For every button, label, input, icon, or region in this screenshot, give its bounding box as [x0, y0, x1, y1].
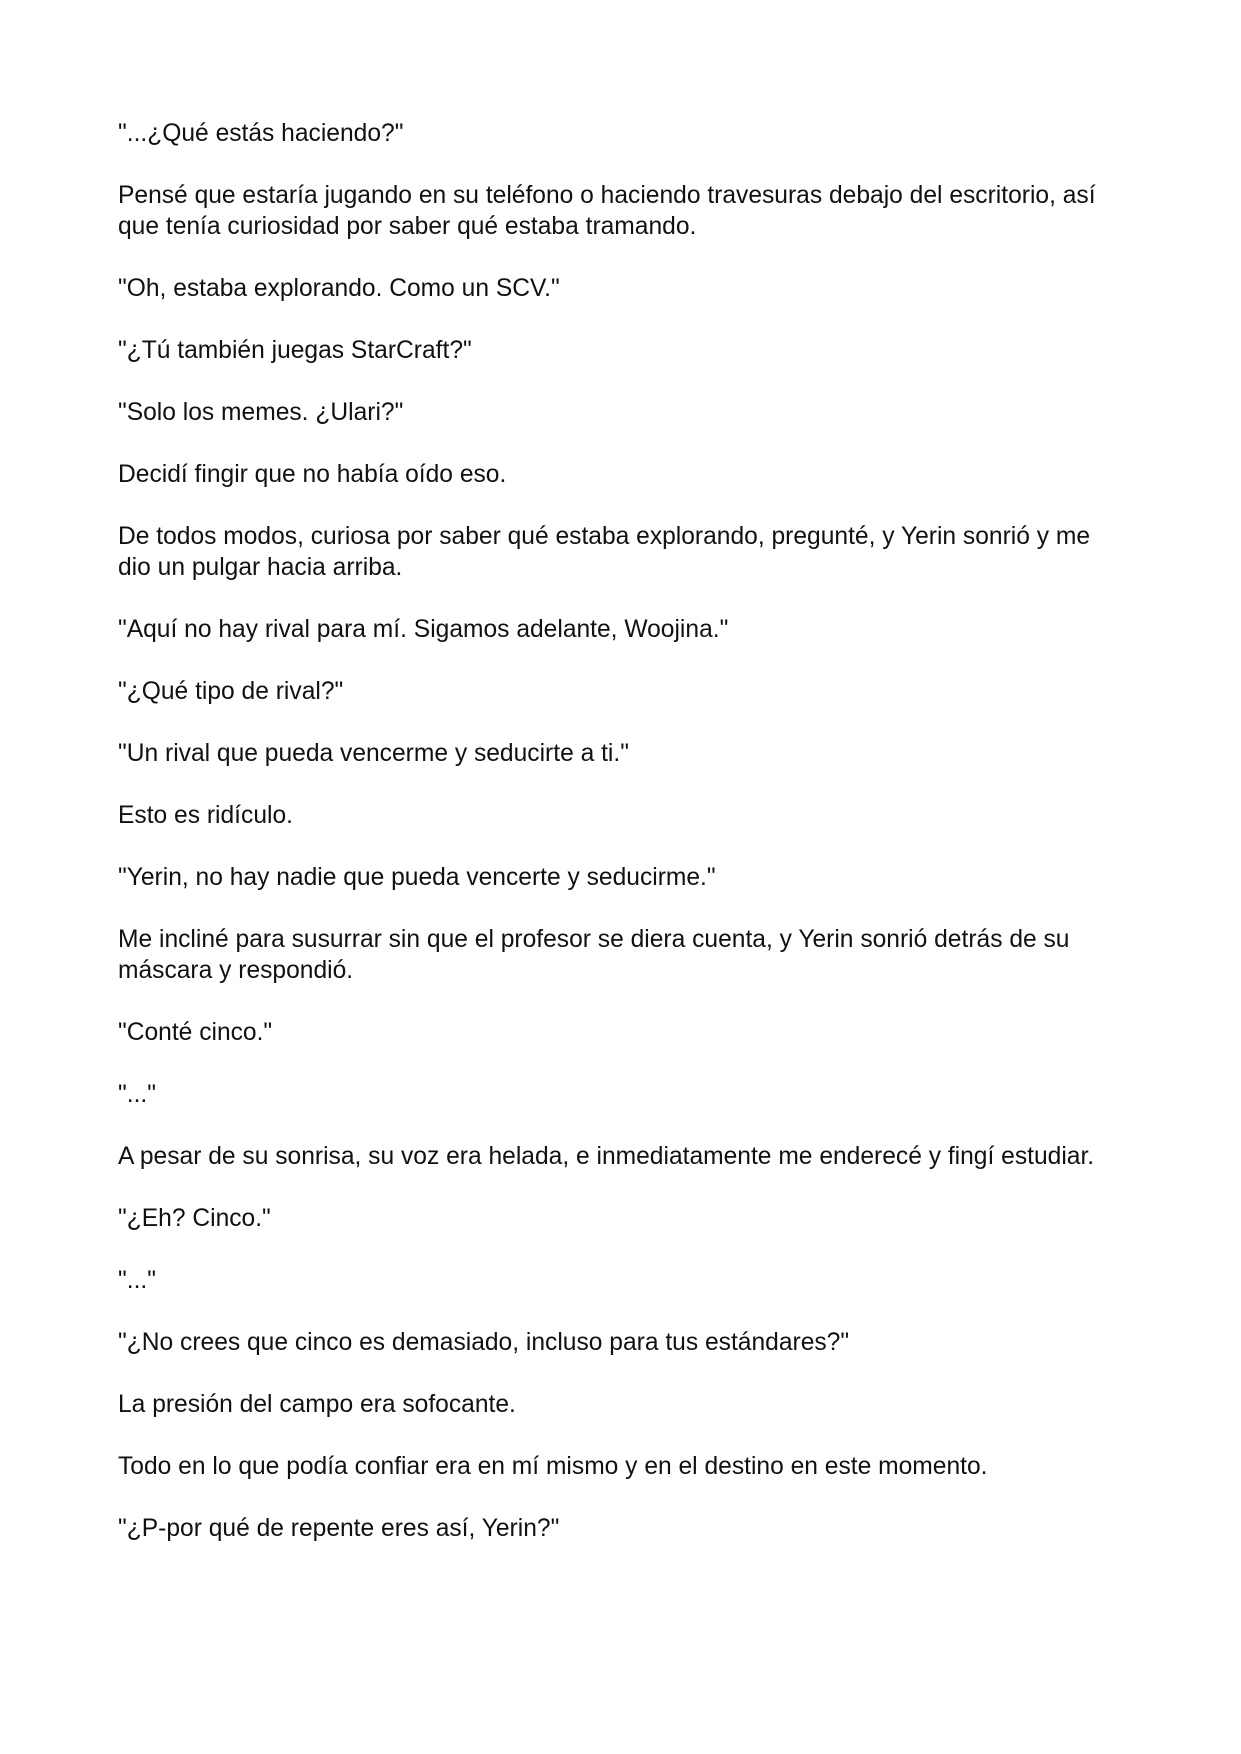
- paragraph: "...": [118, 1267, 156, 1294]
- paragraph: "Oh, estaba explorando. Como un SCV.": [118, 275, 560, 302]
- paragraph: "...": [118, 1081, 156, 1108]
- paragraph: "...¿Qué estás haciendo?": [118, 120, 404, 147]
- paragraph: "Aquí no hay rival para mí. Sigamos adelante, Woojina.": [118, 616, 729, 643]
- paragraph: "Solo los memes. ¿Ulari?": [118, 399, 404, 426]
- paragraph: "Conté cinco.": [118, 1019, 273, 1046]
- document-body: [118, 118, 1128, 1575]
- paragraph: Todo en lo que podía confiar era en mí mismo y en el destino en este momento.: [118, 1453, 988, 1480]
- paragraph: "Yerin, no hay nadie que pueda vencerte y seducirme.": [118, 864, 716, 891]
- paragraph: A pesar de su sonrisa, su voz era helada, e inmediatamente me enderecé y fingí estudiar.: [118, 1143, 1095, 1170]
- paragraph: De todos modos, curiosa por saber qué estaba explorando, pregunté, y Yerin sonrió y me dio un pulgar hacia arriba.: [118, 523, 1091, 581]
- paragraph: Decidí fingir que no había oído eso.: [118, 461, 507, 488]
- paragraph: "¿P-por qué de repente eres así, Yerin?": [118, 1515, 560, 1542]
- paragraph: "¿Qué tipo de rival?": [118, 678, 344, 705]
- paragraph: "¿Tú también juegas StarCraft?": [118, 337, 472, 364]
- paragraph: Esto es ridículo.: [118, 802, 293, 829]
- paragraph: Pensé que estaría jugando en su teléfono o haciendo travesuras debajo del escritorio, así que tenía curiosidad por saber qué estaba tramando.: [118, 182, 1096, 240]
- paragraph: "Un rival que pueda vencerme y seducirte a ti.": [118, 740, 629, 767]
- paragraph: Me incliné para susurrar sin que el profesor se diera cuenta, y Yerin sonrió detrás de su máscara y respondió.: [118, 926, 1070, 984]
- paragraph: "¿Eh? Cinco.": [118, 1205, 271, 1232]
- paragraph: La presión del campo era sofocante.: [118, 1391, 516, 1418]
- paragraph: "¿No crees que cinco es demasiado, incluso para tus estándares?": [118, 1329, 850, 1356]
